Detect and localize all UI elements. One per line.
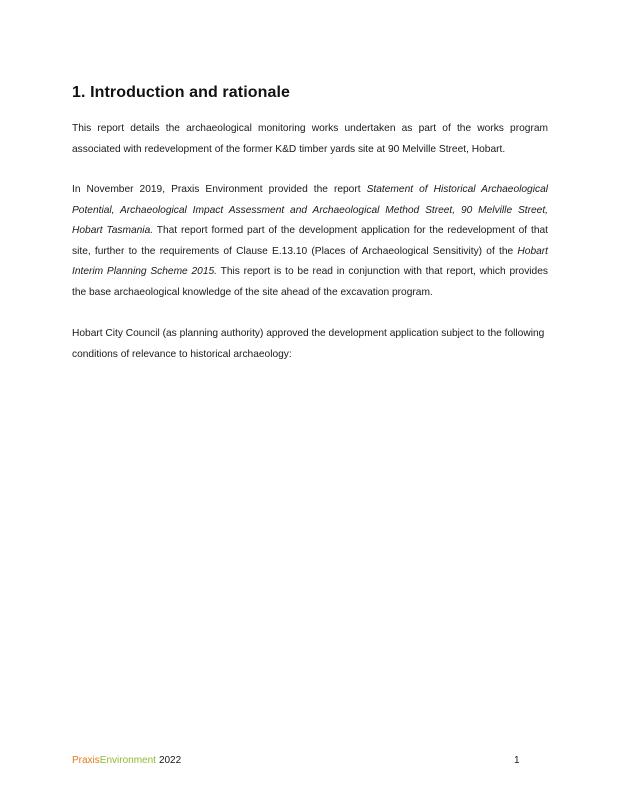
planning-scheme-title: Hobart Interim Planning Scheme 2015. <box>72 245 548 278</box>
paragraph-council-conditions: Hobart City Council (as planning authority) approved the development application subject to the following conditions of relevance to historical archaeology: <box>72 328 545 360</box>
paragraph-intro: This report details the archaeological monitoring works undertaken as part of the works program associated with redevelopment of the former K&D timber yards site at 90 Melville Street, Hobart. <box>72 123 548 155</box>
brand-name-praxis: Praxis <box>72 755 100 766</box>
report-title: Statement of Historical Archaeological Potential, Archaeological Impact Assessment and Archaeological Method Street, 90 Melville Street, Hobart Tasmania. <box>72 184 548 237</box>
section-heading: 1. Introduction and rationale <box>72 84 291 101</box>
brand-name-environment: Environment <box>99 755 156 766</box>
paragraph-background <box>72 180 548 304</box>
paragraph-text: This report is to be read in conjunction with that report, which provides the base archaeological knowledge of the site ahead of the excavation program. <box>72 266 548 298</box>
footer-brand <box>72 755 181 766</box>
paragraph-text: That report formed part of the development application for the redevelopment of that site, further to the requirements of Clause E.13.10 (Places of Archaeological Sensitivity) of the <box>72 225 548 257</box>
paragraph-text: In November 2019, Praxis Environment provided the report <box>72 184 367 195</box>
page-number: 1 <box>514 755 520 766</box>
footer-year: 2022 <box>158 755 182 766</box>
